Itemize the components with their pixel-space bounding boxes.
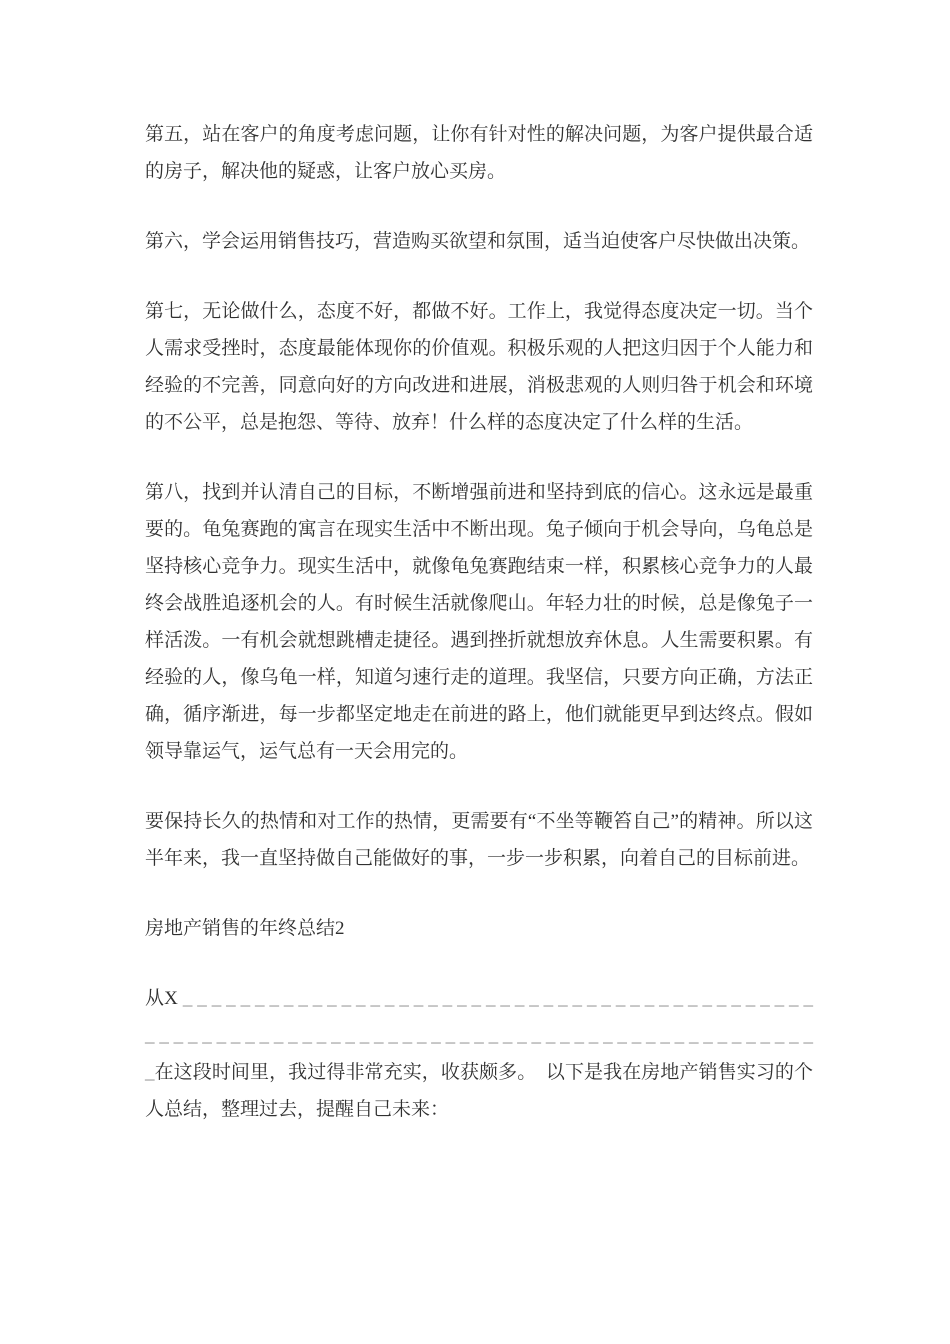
paragraph-point-seven: 第七，无论做什么，态度不好，都做不好。工作上，我觉得态度决定一切。当个人需求受挫时，态度最能体现你的价值观。积极乐观的人把这归因于个人能力和经验的不完善，同意向好的方向改进和进展，消极悲观的人则归咎于机会和环境的不公平，总是抱怨、等待、放弃！什么样的态度决定了什么样的生活。 xyxy=(145,301,813,433)
fill-in-blank-line: _ _ _ _ _ _ _ _ _ _ _ _ _ _ _ _ _ _ _ _ _ _ _ _ _ _ _ _ _ _ _ _ _ _ _ _ _ _ _ _ _ _ _ _ _ _ _ _ _ _ _ _ _ _ _ _ _ _ _ _ _ _ _ _ _ _ _ _ _ _ _ _ _ _ _ _ _ _ _ _ _ _ _ _ _ _ _ _ _ _ _ _ xyxy=(145,988,813,1083)
fill-in-rest-text: 在这段时间里，我过得非常充实，收获颇多。 以下是我在房地产销售实习的个人总结，整理过去，提醒自己未来： xyxy=(145,1062,813,1120)
paragraph-point-eight: 第八，找到并认清自己的目标，不断增强前进和坚持到底的信心。这永远是最重要的。龟兔赛跑的寓言在现实生活中不断出现。兔子倾向于机会导向，乌龟总是坚持核心竞争力。现实生活中，就像龟兔赛跑结束一样，积累核心竞争力的人最终会战胜追逐机会的人。有时候生活就像爬山。年轻力壮的时候，总是像兔子一样活泼。一有机会就想跳槽走捷径。遇到挫折就想放弃休息。人生需要积累。有经验的人，像乌龟一样，知道匀速行走的道理。我坚信，只要方向正确，方法正确，循序渐进，每一步都坚定地走在前进的路上，他们就能更早到达终点。假如领导靠运气，运气总有一天会用完的。 xyxy=(145,482,813,762)
section-heading-summary-2: 房地产销售的年终总结2 xyxy=(145,918,345,939)
paragraph-fill-in xyxy=(145,980,813,1128)
document-content xyxy=(145,116,813,1161)
paragraph-passion: 要保持长久的热情和对工作的热情，更需要有“不坐等鞭笞自己”的精神。所以这半年来，我一直坚持做自己能做好的事，一步一步积累，向着自己的目标前进。 xyxy=(145,811,813,869)
paragraph-point-five: 第五，站在客户的角度考虑问题，让你有针对性的解决问题，为客户提供最合适的房子，解决他的疑惑，让客户放心买房。 xyxy=(145,124,813,182)
fill-in-prefix: 从X xyxy=(145,988,183,1009)
paragraph-point-six: 第六，学会运用销售技巧，营造购买欲望和氛围，适当迫使客户尽快做出决策。 xyxy=(145,231,811,252)
